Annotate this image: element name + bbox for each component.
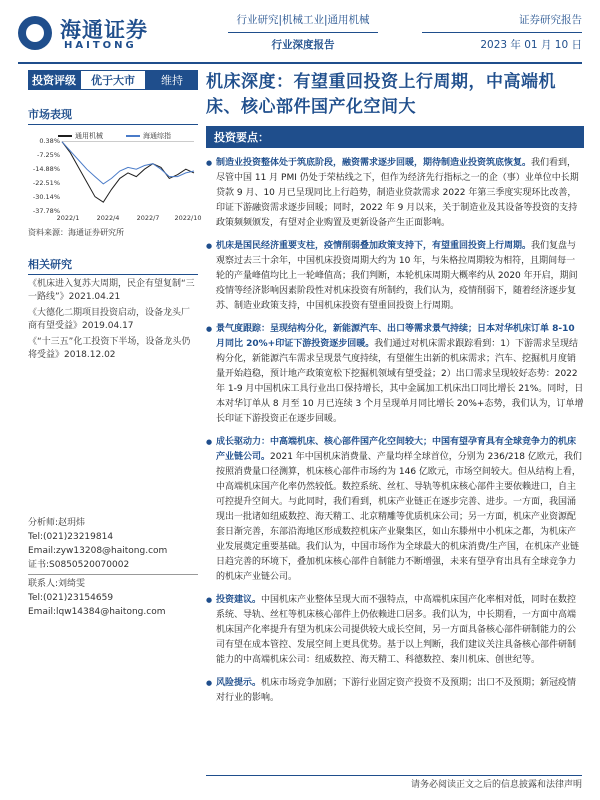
analyst-line: 分析师:赵玥炜	[28, 518, 86, 528]
rating-change: 维持	[146, 70, 198, 90]
key-point	[206, 435, 584, 585]
key-point-head: 景气度跟踪：呈现结构分化，新能源汽车、出口等需求景气持续；日本对华机床订单 8-10 月同比 20%+印证下游投资逐步回暖。	[216, 324, 575, 349]
key-point-body: 2021 年中国机床消费量、产量均样全球首位，分别为 236/218 亿欧元，我们按照消费量口径测算，机床核心部件市场约为 146 亿欧元，市场空间较大。但从结构上看，中高端机床国产化率仍然较低。数控系统、丝杠、导轨等机床核心部件主要依赖进口，自主可控提升空间大。与此同时，我们看到，机床产业链正在逐步完善、进步。一方面，我国涌现出一批诸如纽威数控、海天精工、北京精雕等优质机床公司；另一方面，机床产业资源配套日渐完善，东部沿海地区形成数控机床产业聚集区，如山东滕州中小机床之都，为机床产业发展奠定重要基础。我们认为，中国市场作为全球最大的机床消费/生产国，在机床产业链日趋完善的环境下，叠加机床核心部件自制能力不断增强，未来有望孕育出具有全球竞争力的机床产业链公司。	[216, 452, 582, 582]
related-item: 《机床进入复苏大周期，民企有望复制“三一路线”》2021.04.21	[28, 279, 195, 302]
report-type: 行业深度报告	[271, 39, 335, 51]
analyst-line: Tel:(021)23219814	[28, 532, 114, 542]
y-tick-label: -14.88%	[32, 164, 60, 173]
series-line-1	[62, 142, 194, 203]
x-tick-label: 2022/10	[174, 214, 202, 222]
related-item: 《大德化二期项目投资启动，设备龙头厂商有望受益》2019.04.17	[28, 308, 191, 331]
left-column	[28, 70, 202, 362]
company-logo	[18, 14, 188, 54]
related-research	[28, 256, 198, 362]
x-tick-label: 2022/1	[56, 214, 80, 222]
key-points-bar: 投资要点：	[206, 126, 584, 148]
key-point-body: 我们通过对机床需求跟踪看到：1）下游需求呈现结构分化，新能源汽车需求呈现景气度持续，有望催生出新的机床需求；汽车、挖掘机月度销量开始趋稳，预计地产政策宽松下挖掘机领域有望受益；2）出口需求呈现较好态势：2022 年 1-9 月中国机床工具行业出口保持增长，其中金属加工机床出口同比增长 21%。同时，日本对华订单从 8 月至 10 月已连续 3 个月呈现单月同比增长 20%+态势，我们认为，订单增长印证下游投资正在逐步回暖。	[216, 339, 584, 424]
key-point	[206, 239, 584, 314]
y-tick-label: -7.25%	[37, 150, 60, 159]
legend-b-label: 海通综指	[143, 132, 171, 140]
related-item: 《“十三五”化工投资下半场，设备龙头仍将受益》2018.12.02	[28, 337, 191, 360]
main-column	[206, 70, 584, 706]
key-point-body: 我们复盘与观察过去三十余年，中国机床投资周期大约为 10 年，与朱格拉周期较为相符，且期间每一轮的产量峰值均比上一轮峰值高；我们判断，本轮机床周期大概率约从 2020 年开启，期间疫情等经济影响因素阶段性对机床投资有所制约，我们认为，疫情削弱下，随着经济逐步复苏、制造业政策支持，中国机床投资有望重回投资上行周期。	[216, 241, 578, 311]
key-point	[206, 676, 584, 706]
market-chart-svg	[28, 131, 202, 223]
key-point-head: 成长驱动力：中高端机床、核心部件国产化空间较大；中国有望孕育具有全球竞争力的机床产业链公司。	[216, 437, 577, 462]
key-point	[206, 322, 584, 427]
header-middle	[228, 12, 378, 52]
key-point-head: 风险提示。	[216, 678, 262, 688]
key-point-body: 我们看到，尽管中国 11 月 PMI 仍处于荣枯线之下，但作为经济先行指标之一的企（事）业单位中长期贷款 9 月、10 月已呈现同比上行趋势，制造业贷款需求 2022 年第三季度实现环比改善，印证下游融资需求逐步回暖；同时，2022 年 9 月以来，关于制造业及其设备等投资的支持政策频频颁发，有望对企业购置及更新设备产生正面影响。	[216, 158, 579, 228]
key-point-head: 投资建议。	[216, 595, 262, 605]
analyst-line: Tel:(021)23154659	[28, 593, 114, 603]
footer-disclaimer: 请务必阅读正文之后的信息披露和法律声明	[410, 780, 582, 790]
key-point-body: 中国机床产业整体呈现大而不强特点，中高端机床国产化率相对低，同时在数控系统、导轨、丝杠等机床核心部件上仍依赖进口居多。我们认为，中长期看，一方面中高端机床国产化率提升有望为机床公司提供较大成长空间，另一方面具备核心部件研制能力的公司有望在成本管控、发展空间上更具优势。基于以上判断，我们建议关注具备核心部件研制能力的中高端机床公司：纽威数控、海天精工、科德数控、秦川机床、创世纪等。	[216, 595, 577, 665]
related-title: 相关研究	[28, 256, 198, 275]
y-tick-label: -30.14%	[32, 192, 60, 201]
analyst-info	[28, 516, 198, 619]
logo-mark-icon	[18, 16, 52, 50]
key-point	[206, 593, 584, 668]
series-line-2	[62, 142, 194, 184]
x-tick-label: 2022/7	[136, 214, 160, 222]
legend-a-label: 通用机械	[75, 132, 103, 140]
key-point-head: 机床是国民经济重要支柱，疫情削弱叠加政策支持下，有望重回投资上行周期。	[216, 241, 532, 251]
analyst-line: Email:lqw14384@haitong.com	[28, 607, 166, 617]
logo-en: HAITONG	[64, 40, 137, 51]
key-point-body: 机床市场竞争加剧；下游行业固定资产投资不及预期；出口不及预期；新冠疫情对行业的影响。	[216, 678, 577, 703]
brand-label: 证券研究报告	[519, 14, 582, 26]
header-right	[422, 12, 582, 52]
y-tick-label: 0.38%	[39, 137, 60, 145]
analyst-line: Email:zyw13208@haitong.com	[28, 546, 168, 556]
x-tick-label: 2022/4	[96, 214, 120, 222]
report-title: 机床深度：有望重回投资上行周期，中高端机床、核心部件国产化空间大	[206, 72, 556, 117]
report-header	[0, 0, 600, 66]
rating-value: 优于大市	[80, 70, 146, 90]
analyst-line: 证书:S0850520070002	[28, 560, 130, 570]
key-point-head: 制造业投资整体处于筑底阶段，融资需求逐步回暖，期待制造业投资筑底恢复。	[216, 158, 532, 168]
report-date: 2023 年 01 月 10 日	[480, 39, 582, 51]
chart-source: 资料来源：海通证券研究所	[28, 228, 124, 237]
industry-path: 行业研究|机械工业|通用机械	[236, 14, 370, 26]
key-point	[206, 156, 584, 231]
rating-label: 投资评级	[28, 70, 80, 90]
analyst-line: 联系人:刘绮雯	[28, 579, 86, 589]
market-title: 市场表现	[28, 106, 198, 125]
rating-box	[28, 70, 198, 90]
logo-cn: 海通证券	[60, 17, 148, 42]
y-tick-label: -22.51%	[32, 178, 60, 187]
y-tick-label: -37.78%	[32, 207, 60, 215]
market-chart	[28, 131, 202, 223]
